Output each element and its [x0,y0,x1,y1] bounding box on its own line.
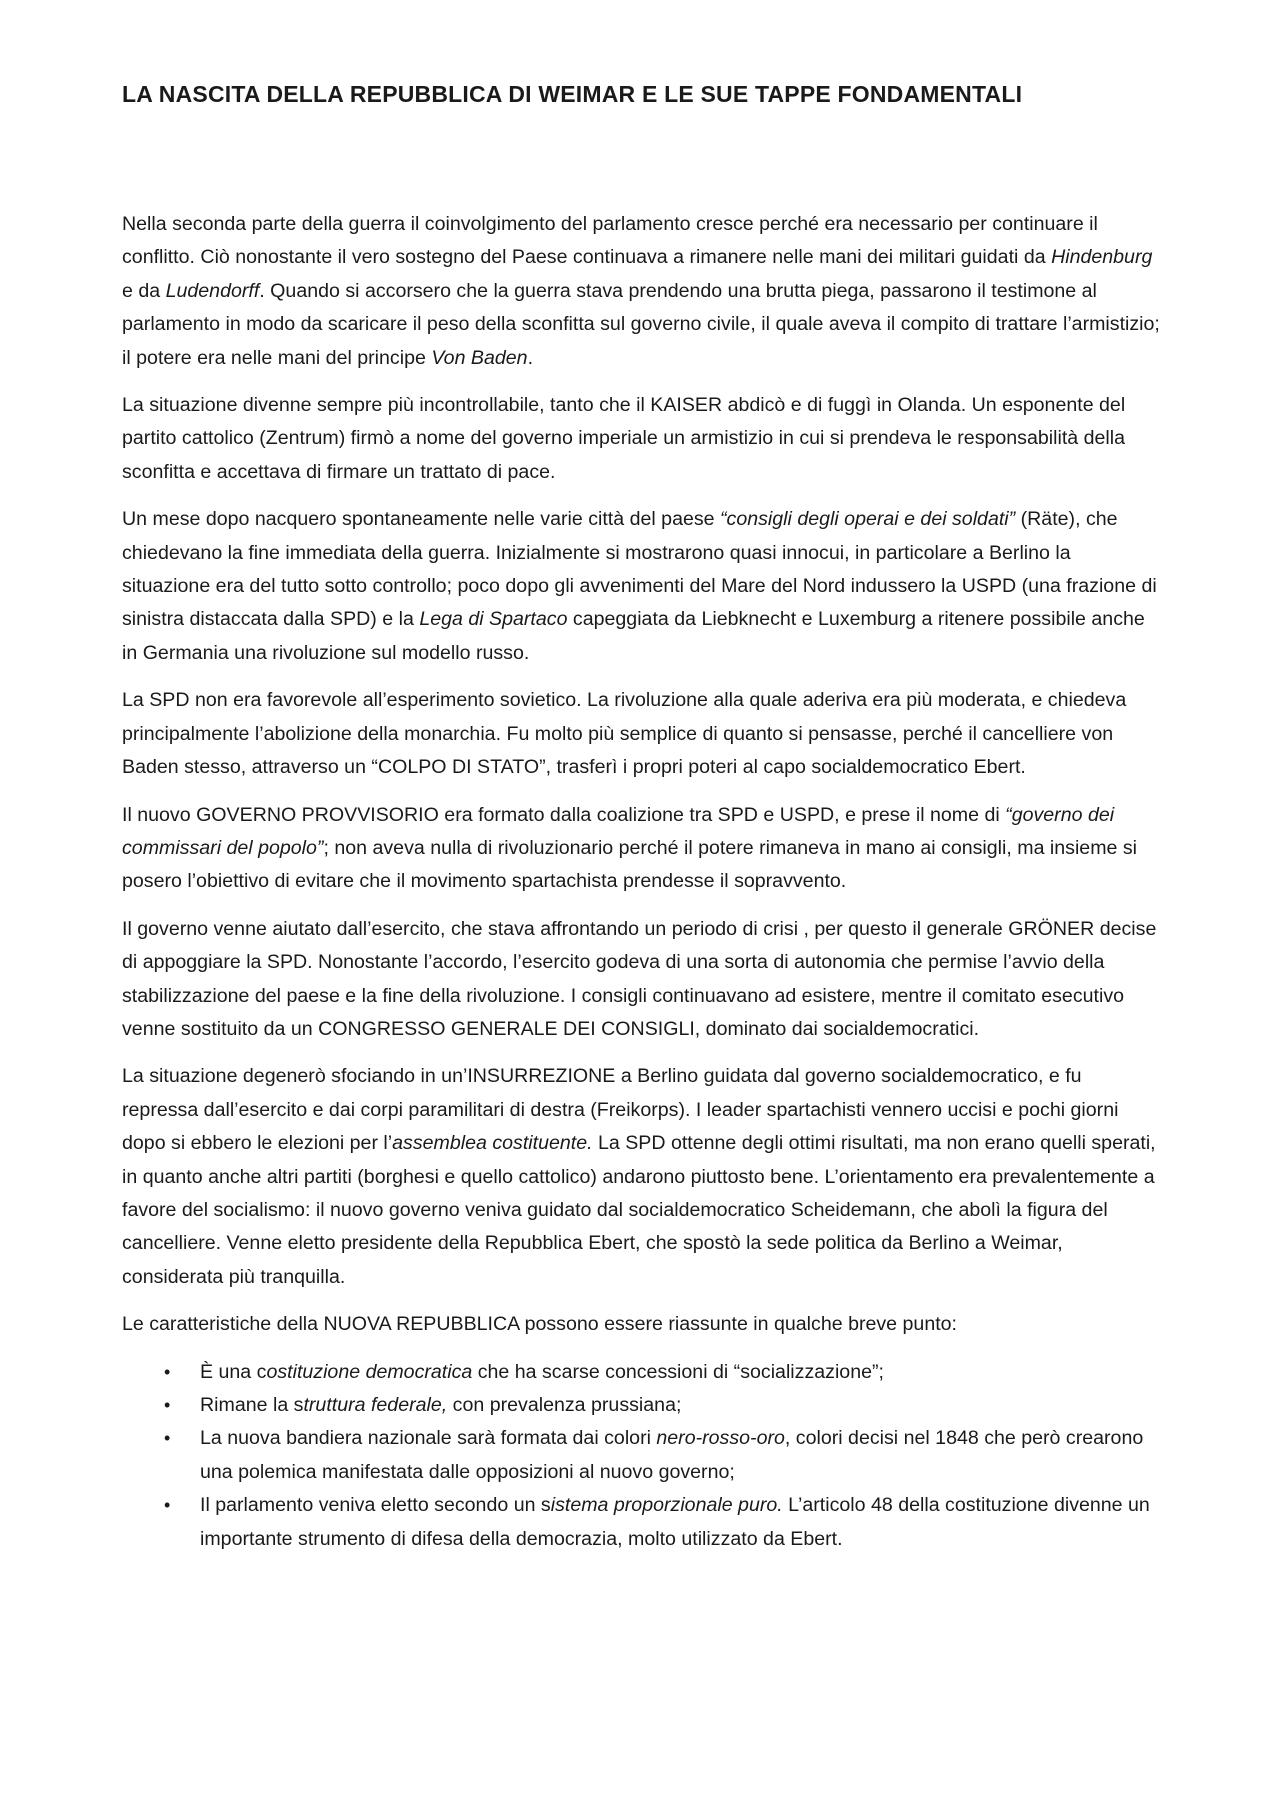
italic-lega-spartaco: Lega di Spartaco [419,608,568,631]
bullet-icon: • [164,1395,171,1415]
italic-run: truttura federale, [303,1394,448,1416]
italic-hindenburg: Hindenburg [1051,246,1153,269]
list-item [122,1489,1160,1556]
bullet-icon: • [164,1361,171,1382]
text-run: che ha scarse concessioni di “socializzazione”; [472,1360,884,1383]
italic-ludendorff: Ludendorff [165,279,260,302]
text-run: La SPD ottenne degli ottimi risultati, ma non erano quelli sperati, in quanto anche altri partiti (borghesi e quello cattolico) andarono piuttosto bene. L’orientamento era prevalentemente a favore del socialismo: il nuovo governo veniva guidato dal socialdemocratico Scheidemann, che abolì la figura del cancelliere. Venne eletto presidente della Repubblica Ebert, che spostò la sede politica da Berlino a Weimar, considerata più tranquilla. [122,1132,1156,1288]
text-run: . [527,346,534,369]
paragraph-councils [122,503,1160,670]
text-run: e da [122,279,166,302]
text-run: La situazione degenerò sfociando in un’INSURREZIONE a Berlino guidata dal governo socialdemocratico, e fu repressa dall’esercito e dai corpi paramilitari di destra (Freikorps). I leader spartachisti vennero uccisi e pochi giorni dopo si ebbero le elezioni per l’ [122,1065,1119,1155]
italic-governo-commissari: “governo dei commissari del popolo” [122,803,1115,859]
list-item [122,1389,1160,1422]
characteristics-list [122,1356,1160,1556]
text-run: È una c [200,1360,267,1383]
text-run: Rimane la s [200,1394,304,1416]
paragraph-war-parliament [122,208,1160,375]
paragraph-army: Il governo venne aiutato dall’esercito, che stava affrontando un periodo di crisi , per questo il generale GRÖNER decise di appoggiare la SPD. Nonostante l’accordo, l’esercito godeva di una sorta di autonomia che permise l’avvio della stabilizzazione del paese e la fine della rivoluzione. I consigli continuavano ad esistere, mentre il comitato esecutivo venne sostituito da un CONGRESSO GENERALE DEI CONSIGLI, dominato dai socialdemocratici. [122,917,1157,1040]
text-run: La nuova bandiera nazionale sarà formata dai colori [200,1427,657,1450]
text-run: con prevalenza prussiana; [447,1394,682,1416]
paragraph-provisional-government [122,799,1160,899]
italic-run: istema proporzionale puro. [550,1494,783,1517]
paragraph-kaiser-abdication: La situazione divenne sempre più incontrollabile, tanto che il KAISER abdicò e di fuggì in Olanda. Un esponente del partito cattolico (Zentrum) firmò a nome del governo imperiale un armistizio in cui si prendeva le responsabilità della sconfitta e accettava di firmare un trattato di pace. [122,394,1126,483]
paragraph-insurrection [122,1060,1160,1294]
text-run: Un mese dopo nacquero spontaneamente nelle varie città del paese [122,508,721,531]
text-run: (Räte), che chiedevano la fine immediata della guerra. Inizialmente si mostrarono quasi innocui, in particolare a Berlino la situazione era del tutto sotto controllo; poco dopo gli avvenimenti del Mare del Nord indussero la USPD (una frazione di sinistra distaccata dalla SPD) e la [122,508,1157,631]
text-run: L’articolo 48 della costituzione divenne un importante strumento di difesa della democrazia, molto utilizzato da Ebert. [200,1494,1150,1550]
italic-run: nero-rosso-oro [656,1427,785,1450]
document-body [122,208,1160,1556]
italic-von-baden: Von Baden [431,346,528,369]
paragraph-spd: La SPD non era favorevole all’esperimento sovietico. La rivoluzione alla quale aderiva era più moderata, e chiedeva principalmente l’abolizione della monarchia. Fu molto più semplice di quanto si pensasse, perché il cancelliere von Baden stesso, attraverso un “COLPO DI STATO”, trasferì i propri poteri al capo socialdemocratico Ebert. [122,689,1127,779]
italic-assemblea: assemblea costituente. [392,1132,593,1155]
bullet-icon: • [164,1428,171,1449]
document-title: LA NASCITA DELLA REPUBBLICA DI WEIMAR E LE SUE TAPPE FONDAMENTALI [122,81,1023,107]
italic-run: ostituzione democratica [266,1360,473,1383]
text-run: Il parlamento veniva eletto secondo un s [200,1494,551,1517]
text-run: , colori decisi nel 1848 che però crearono una polemica manifestata dalle opposizioni al nuovo governo; [200,1427,1144,1483]
list-item [122,1356,1160,1389]
text-run: Nella seconda parte della guerra il coinvolgimento del parlamento cresce perché era necessario per continuare il conflitto. Ciò nonostante il vero sostegno del Paese continuava a rimanere nelle mani dei militari guidati da [122,213,1098,269]
italic-consigli: “consigli degli operai e dei soldati” [720,508,1016,531]
text-run: ; non aveva nulla di rivoluzionario perché il potere rimaneva in mano ai consigli, ma insieme si posero l’obiettivo di evitare che il movimento spartachista prendesse il sopravvento. [122,836,1138,893]
paragraph-characteristics-intro: Le caratteristiche della NUOVA REPUBBLICA possono essere riassunte in qualche breve punto: [122,1313,958,1336]
bullet-icon: • [164,1495,171,1516]
text-run: . Quando si accorsero che la guerra stava prendendo una brutta piega, passarono il testimone al parlamento in modo da scaricare il peso della sconfitta sul governo civile, il quale aveva il compito di trattare l’armistizio; il potere era nelle mani del principe [122,279,1160,369]
list-item [122,1422,1160,1489]
text-run: capeggiata da Liebknecht e Luxemburg a ritenere possibile anche in Germania una rivoluzione sul modello russo. [122,608,1145,664]
text-run: Il nuovo GOVERNO PROVVISORIO era formato dalla coalizione tra SPD e USPD, e prese il nome di [122,803,1006,826]
